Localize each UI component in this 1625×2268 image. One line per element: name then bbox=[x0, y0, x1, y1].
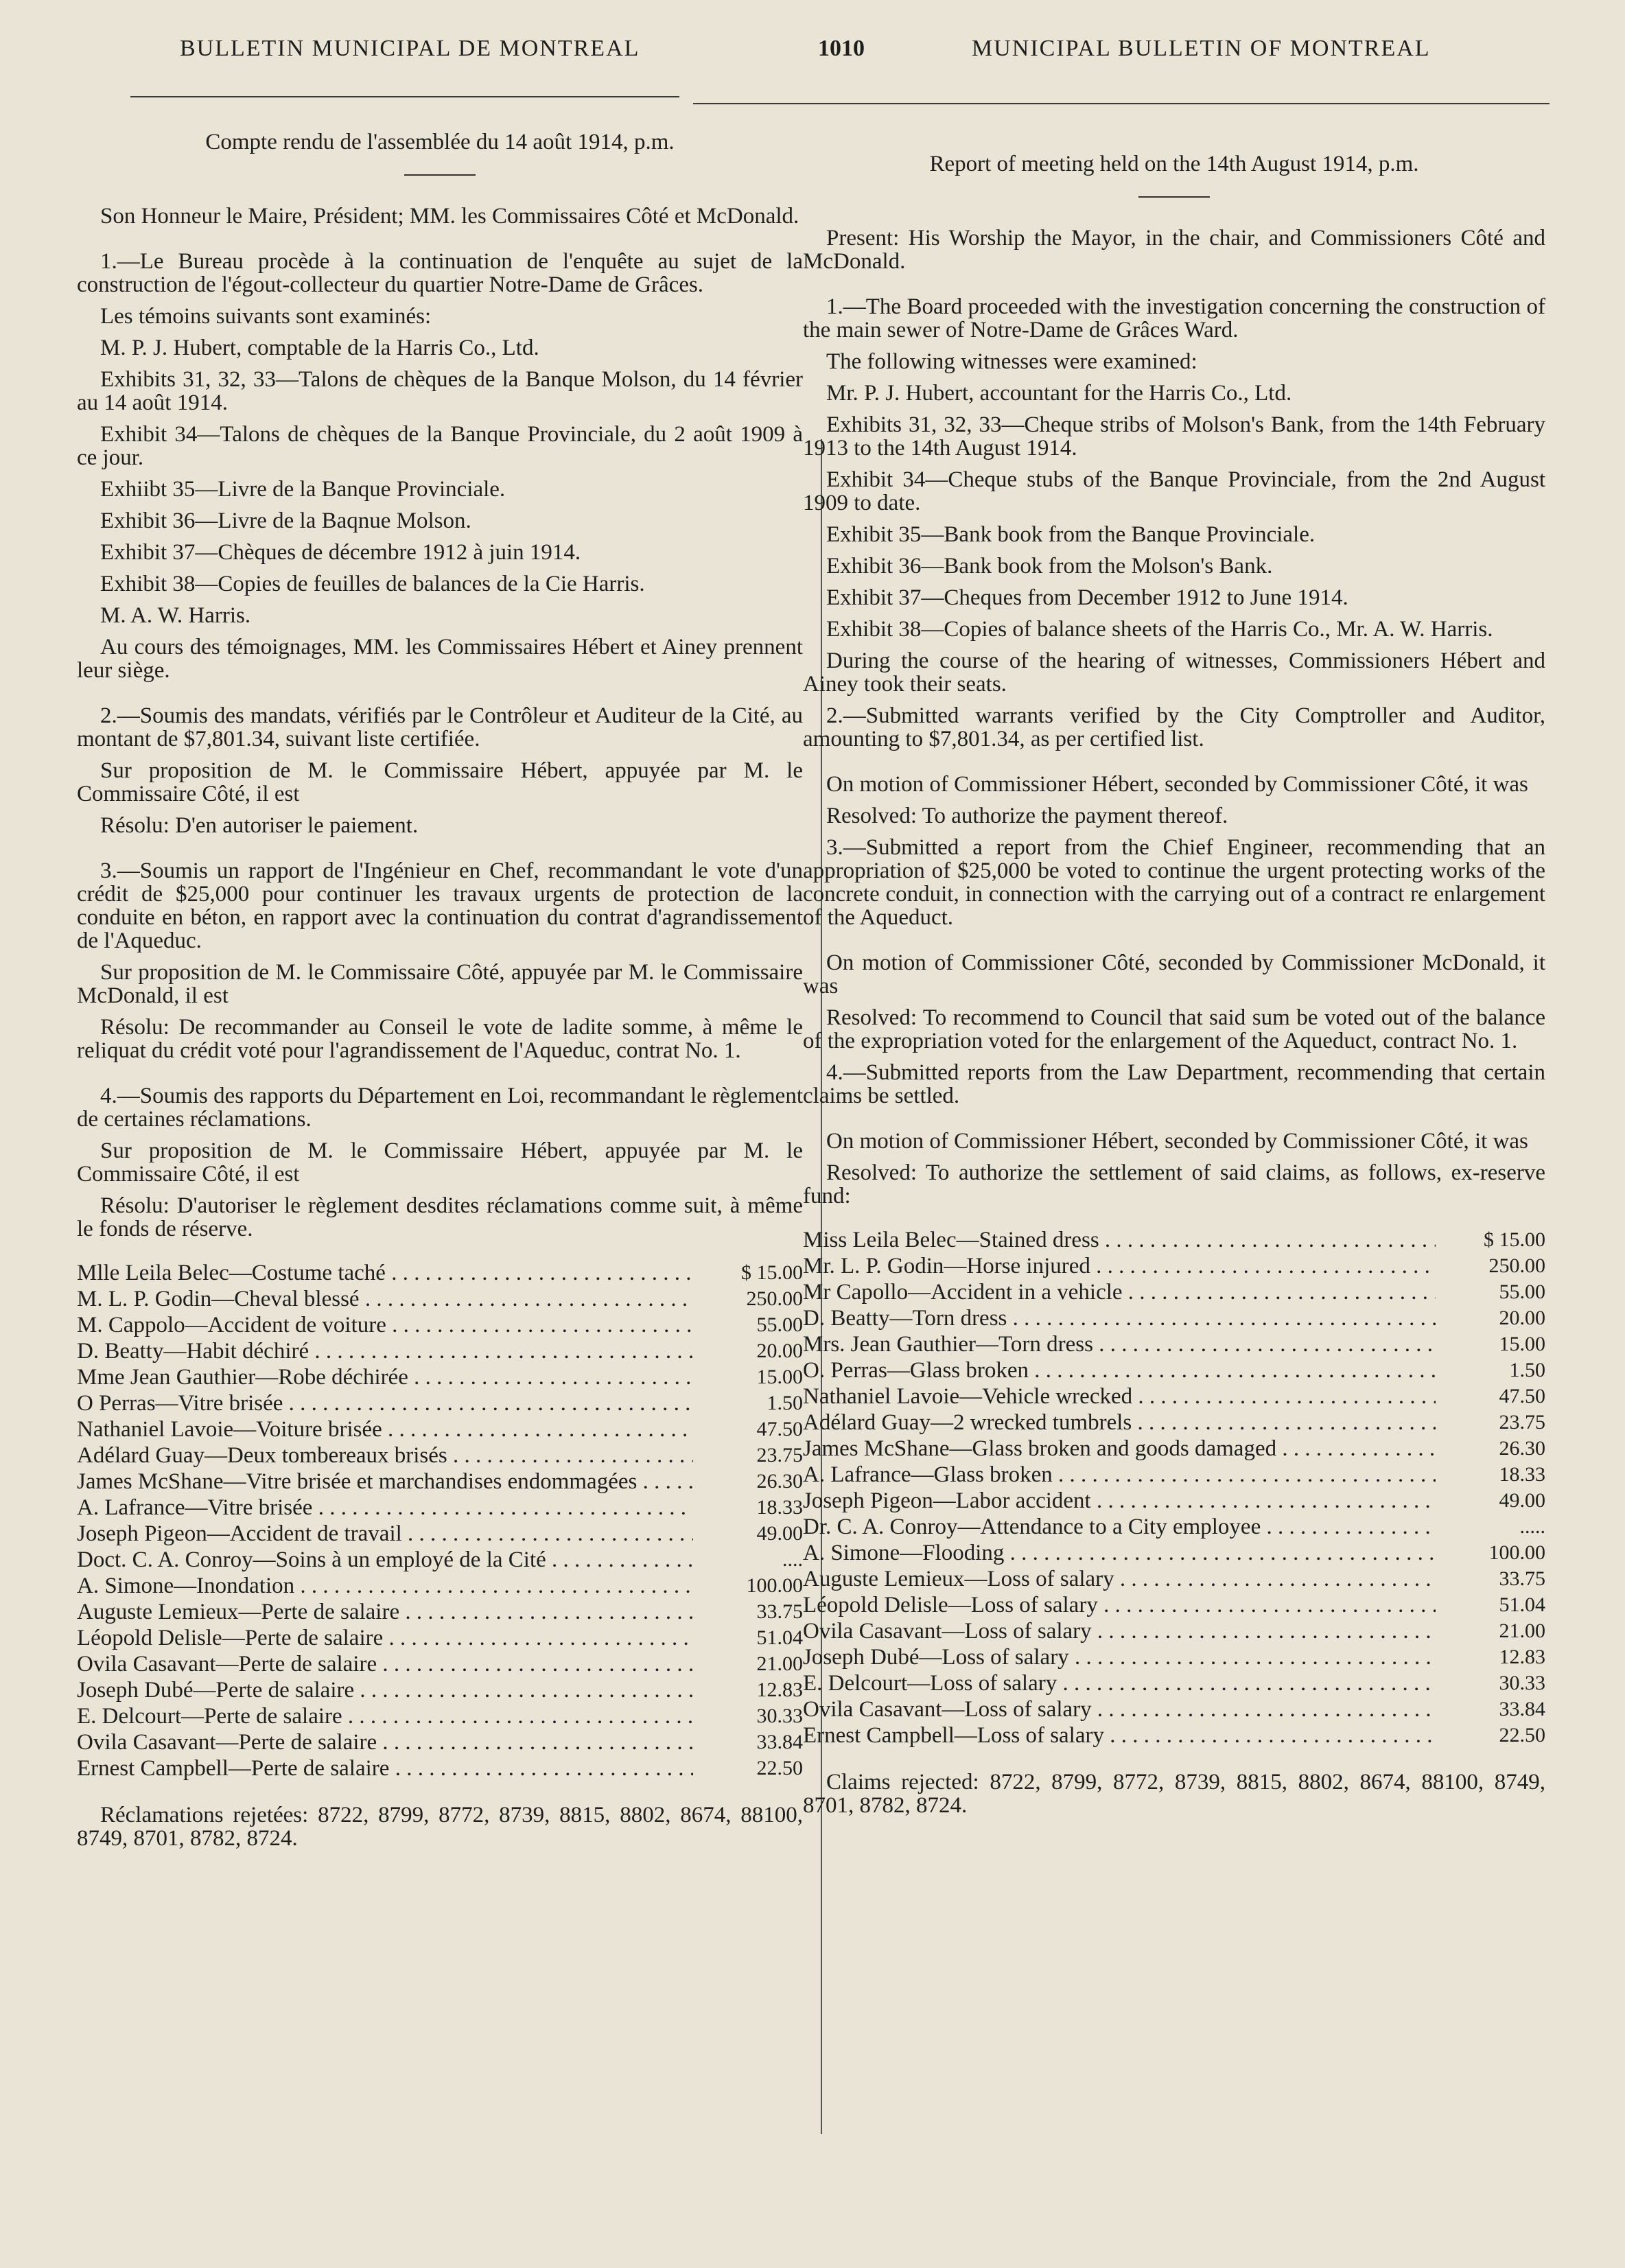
claim-row bbox=[77, 1731, 803, 1754]
paragraph: Exhibit 34—Cheque stubs of the Banque Provinciale, from the 2nd August 1909 to date. bbox=[803, 467, 1545, 515]
paragraph: Résolu: De recommander au Conseil le vote de ladite somme, à même le reliquat du crédit voté pour l'agrandissement de l'Aqueduc, contrat No. 1. bbox=[77, 1015, 803, 1063]
claim-name: Joseph Dubé—Loss of salary . . . bbox=[803, 1646, 1436, 1669]
claim-row bbox=[77, 1626, 803, 1650]
claim-name: A. Simone—Flooding . . . bbox=[803, 1541, 1436, 1565]
claim-name: Léopold Delisle—Loss of salary . . . bbox=[803, 1593, 1436, 1617]
paragraph: On motion of Commissioner Côté, seconded by Commissioner McDonald, it was bbox=[803, 950, 1545, 998]
claim-amount: 15.00 bbox=[756, 1366, 803, 1388]
claim-amount: 30.33 bbox=[756, 1705, 803, 1727]
claim-row bbox=[77, 1705, 803, 1728]
claim-name: Auguste Lemieux—Loss of salary . . . bbox=[803, 1567, 1436, 1591]
claim-row bbox=[77, 1470, 803, 1493]
header-english-title: MUNICIPAL BULLETIN OF MONTREAL bbox=[972, 36, 1431, 61]
claim-name: E. Delcourt—Loss of salary . . . bbox=[803, 1672, 1436, 1695]
header-french-title: BULLETIN MUNICIPAL DE MONTREAL bbox=[180, 36, 640, 61]
claim-amount: 12.83 bbox=[756, 1679, 803, 1701]
paragraph: The following witnesses were examined: bbox=[826, 349, 1197, 374]
claim-amount: 47.50 bbox=[1499, 1385, 1545, 1407]
claim-name: James McShane—Glass broken and goods damaged . . . bbox=[803, 1437, 1436, 1460]
claim-name: Ovila Casavant—Perte de salaire . . . bbox=[77, 1731, 693, 1754]
claim-name: James McShane—Vitre brisée et marchandises endommagées . . . bbox=[77, 1470, 693, 1493]
paragraph: Mr. P. J. Hubert, accountant for the Harris Co., Ltd. bbox=[826, 381, 1292, 406]
header-rule-right bbox=[693, 103, 1550, 104]
claim-amount: 23.75 bbox=[756, 1444, 803, 1466]
claims-list bbox=[803, 1228, 1545, 1747]
claim-name: M. L. P. Godin—Cheval blessé . . . bbox=[77, 1287, 693, 1311]
claim-row bbox=[803, 1281, 1545, 1304]
claim-name: A. Lafrance—Vitre brisée . . . bbox=[77, 1496, 693, 1519]
claim-name: Ernest Campbell—Perte de salaire . . . bbox=[77, 1757, 693, 1780]
claim-row bbox=[803, 1489, 1545, 1512]
paragraph: Resolved: To authorize the settlement of said claims, as follows, ex-reserve fund: bbox=[803, 1160, 1545, 1208]
paragraph: On motion of Commissioner Hébert, seconded by Commissioner Côté, it was bbox=[826, 1129, 1528, 1154]
claim-row bbox=[77, 1600, 803, 1624]
claim-name: Auguste Lemieux—Perte de salaire . . . bbox=[77, 1600, 693, 1624]
claim-row bbox=[803, 1385, 1545, 1408]
claim-amount: 55.00 bbox=[756, 1313, 803, 1336]
claim-amount: $ 15.00 bbox=[741, 1261, 803, 1284]
claim-amount: 55.00 bbox=[1499, 1281, 1545, 1303]
claim-row bbox=[77, 1496, 803, 1519]
claim-amount: 20.00 bbox=[1499, 1307, 1545, 1329]
claim-name: A. Simone—Inondation . . . bbox=[77, 1574, 693, 1598]
paragraph: Resolved: To authorize the payment thereof. bbox=[826, 804, 1228, 828]
paragraph: During the course of the hearing of witnesses, Commissioners Hébert and Ainey took their seats. bbox=[803, 648, 1545, 697]
claim-row bbox=[803, 1333, 1545, 1356]
claim-row bbox=[77, 1444, 803, 1467]
claim-name: Mr. L. P. Godin—Horse injured . . . bbox=[803, 1254, 1436, 1278]
claim-name: D. Beatty—Habit déchiré . . . bbox=[77, 1340, 693, 1363]
claim-row bbox=[77, 1757, 803, 1780]
paragraph: Résolu: D'en autoriser le paiement. bbox=[100, 813, 419, 838]
claim-amount: 21.00 bbox=[1499, 1620, 1545, 1642]
claim-amount: 18.33 bbox=[756, 1496, 803, 1519]
claim-name: Nathaniel Lavoie—Vehicle wrecked . . . bbox=[803, 1385, 1436, 1408]
paragraph: Sur proposition de M. le Commissaire Hébert, appuyée par M. le Commissaire Côté, il est bbox=[77, 1138, 803, 1186]
claim-amount: 49.00 bbox=[1499, 1489, 1545, 1512]
french-title: Compte rendu de l'assemblée du 14 août 1914, p.m. bbox=[205, 130, 675, 154]
claim-amount: 30.33 bbox=[1499, 1672, 1545, 1694]
paragraph: Exhibit 38—Copies de feuilles de balances de la Cie Harris. bbox=[100, 572, 645, 596]
claim-row bbox=[803, 1307, 1545, 1330]
claim-row bbox=[77, 1679, 803, 1702]
claim-row bbox=[803, 1228, 1545, 1252]
paragraph: Exhibits 31, 32, 33—Talons de chèques de la Banque Molson, du 14 février au 14 août 1914. bbox=[77, 367, 803, 415]
claim-amount: 100.00 bbox=[1488, 1541, 1545, 1564]
claim-amount: 250.00 bbox=[1488, 1254, 1545, 1277]
claim-name: Léopold Delisle—Perte de salaire . . . bbox=[77, 1626, 693, 1650]
claim-amount: 51.04 bbox=[1499, 1593, 1545, 1616]
claim-amount: 33.75 bbox=[756, 1600, 803, 1623]
title-separator bbox=[1138, 196, 1210, 198]
claim-name: Ovila Casavant—Perte de salaire . . . bbox=[77, 1652, 693, 1676]
rejected-claims: Claims rejected: 8722, 8799, 8772, 8739, 8815, 8802, 8674, 88100, 8749, 8701, 8782, 8724. bbox=[803, 1770, 1545, 1818]
paragraph: Exhibit 37—Cheques from December 1912 to June 1914. bbox=[826, 585, 1348, 610]
claim-name: D. Beatty—Torn dress . . . bbox=[803, 1307, 1436, 1330]
english-column bbox=[803, 152, 1545, 1825]
paragraph: Au cours des témoignages, MM. les Commissaires Hébert et Ainey prennent leur siège. bbox=[77, 635, 803, 683]
paragraph: Sur proposition de M. le Commissaire Hébert, appuyée par M. le Commissaire Côté, il est bbox=[77, 758, 803, 806]
claim-amount: 1.50 bbox=[1509, 1359, 1545, 1381]
claim-name: Ovila Casavant—Loss of salary . . . bbox=[803, 1620, 1436, 1643]
claim-row bbox=[803, 1593, 1545, 1617]
paragraph: Exhibit 36—Bank book from the Molson's Bank. bbox=[826, 554, 1273, 578]
claim-name: Mr Capollo—Accident in a vehicle . . . bbox=[803, 1281, 1436, 1304]
paragraph: 1.—Le Bureau procède à la continuation de l'enquête au sujet de la construction de l'égout-collecteur du quartier Notre-Dame de Grâces. bbox=[77, 249, 803, 297]
claim-row bbox=[77, 1392, 803, 1415]
claim-row bbox=[803, 1672, 1545, 1695]
page-number: 1010 bbox=[818, 36, 865, 61]
claim-name: Joseph Pigeon—Labor accident . . . bbox=[803, 1489, 1436, 1512]
claim-amount: 51.04 bbox=[756, 1626, 803, 1649]
claim-name: Mlle Leila Belec—Costume taché . . . bbox=[77, 1261, 693, 1285]
claim-amount: 23.75 bbox=[1499, 1411, 1545, 1434]
claim-row bbox=[77, 1522, 803, 1545]
claim-row bbox=[77, 1261, 803, 1285]
claims-list bbox=[77, 1261, 803, 1780]
claim-name: A. Lafrance—Glass broken . . . bbox=[803, 1463, 1436, 1486]
claim-name: Nathaniel Lavoie—Voiture brisée . . . bbox=[77, 1418, 693, 1441]
claim-amount: 15.00 bbox=[1499, 1333, 1545, 1355]
paragraph: 4.—Submitted reports from the Law Department, recommending that certain claims be settled. bbox=[803, 1060, 1545, 1108]
claim-row bbox=[803, 1620, 1545, 1643]
claim-name: Dr. C. A. Conroy—Attendance to a City employee . . . bbox=[803, 1515, 1436, 1539]
claim-row bbox=[803, 1698, 1545, 1721]
paragraph: Son Honneur le Maire, Président; MM. les Commissaires Côté et McDonald. bbox=[100, 204, 799, 229]
paragraph: Exhibit 35—Bank book from the Banque Provinciale. bbox=[826, 522, 1316, 547]
paragraph: 2.—Soumis des mandats, vérifiés par le Contrôleur et Auditeur de la Cité, au montant de $7,801.34, suivant liste certifiée. bbox=[77, 703, 803, 751]
claim-name: Joseph Dubé—Perte de salaire . . . bbox=[77, 1679, 693, 1702]
paragraph: Résolu: D'autoriser le règlement desdites réclamations comme suit, à même le fonds de réserve. bbox=[77, 1193, 803, 1241]
claim-name: E. Delcourt—Perte de salaire . . . bbox=[77, 1705, 693, 1728]
paragraph: Les témoins suivants sont examinés: bbox=[100, 304, 432, 329]
paragraph: 2.—Submitted warrants verified by the City Comptroller and Auditor, amounting to $7,801.34, as per certified list. bbox=[803, 703, 1545, 751]
title-separator bbox=[404, 174, 476, 176]
claim-row bbox=[803, 1567, 1545, 1591]
english-title: Report of meeting held on the 14th August 1914, p.m. bbox=[929, 152, 1419, 176]
paragraph: Present: His Worship the Mayor, in the chair, and Commissioners Côté and McDonald. bbox=[803, 226, 1545, 274]
paragraph: M. P. J. Hubert, comptable de la Harris Co., Ltd. bbox=[100, 336, 539, 360]
claim-name: M. Cappolo—Accident de voiture . . . bbox=[77, 1313, 693, 1337]
claim-amount: ..... bbox=[1519, 1515, 1545, 1538]
claim-amount: 26.30 bbox=[756, 1470, 803, 1493]
claim-amount: 26.30 bbox=[1499, 1437, 1545, 1460]
claim-amount: .... bbox=[782, 1548, 803, 1571]
claim-amount: 22.50 bbox=[756, 1757, 803, 1779]
paragraph: Exhiibt 35—Livre de la Banque Provinciale. bbox=[100, 477, 506, 502]
claim-amount: 33.84 bbox=[756, 1731, 803, 1753]
claim-name: Miss Leila Belec—Stained dress . . . bbox=[803, 1228, 1436, 1252]
claim-name: O. Perras—Glass broken . . . bbox=[803, 1359, 1436, 1382]
paragraph: M. A. W. Harris. bbox=[100, 603, 251, 628]
claim-row bbox=[77, 1652, 803, 1676]
claim-amount: 22.50 bbox=[1499, 1724, 1545, 1746]
paragraph: Resolved: To recommend to Council that said sum be voted out of the balance of the expropriation voted for the enlargement of the Aqueduct, contract No. 1. bbox=[803, 1005, 1545, 1053]
claim-name: Joseph Pigeon—Accident de travail . . . bbox=[77, 1522, 693, 1545]
claim-row bbox=[803, 1254, 1545, 1278]
claim-row bbox=[803, 1437, 1545, 1460]
claim-row bbox=[803, 1541, 1545, 1565]
claim-amount: 18.33 bbox=[1499, 1463, 1545, 1486]
claim-name: O Perras—Vitre brisée . . . bbox=[77, 1392, 693, 1415]
paragraph: 3.—Submitted a report from the Chief Engineer, recommending that an appropriation of $25,000 be voted to continue the urgent protecting works of the concrete conduit, in connection with the carrying out of a contract re enlargement of the Aqueduct. bbox=[803, 835, 1545, 930]
claim-name: Adélard Guay—2 wrecked tumbrels . . . bbox=[803, 1411, 1436, 1434]
paragraph: Exhibits 31, 32, 33—Cheque stribs of Molson's Bank, from the 14th February 1913 to the 14th August 1914. bbox=[803, 412, 1545, 460]
claim-row bbox=[803, 1724, 1545, 1747]
claim-name: Mrs. Jean Gauthier—Torn dress . . . bbox=[803, 1333, 1436, 1356]
claim-amount: 20.00 bbox=[756, 1340, 803, 1362]
claim-amount: 12.83 bbox=[1499, 1646, 1545, 1668]
french-column bbox=[77, 130, 803, 1858]
claim-row bbox=[77, 1313, 803, 1337]
claim-row bbox=[803, 1359, 1545, 1382]
claim-row bbox=[77, 1574, 803, 1598]
paragraph: 4.—Soumis des rapports du Département en Loi, recommandant le règlement de certaines réclamations. bbox=[77, 1084, 803, 1132]
header-rule-left bbox=[130, 96, 679, 97]
paragraph: Exhibit 37—Chèques de décembre 1912 à juin 1914. bbox=[100, 540, 581, 565]
claim-row bbox=[803, 1515, 1545, 1539]
claim-name: Doct. C. A. Conroy—Soins à un employé de la Cité . . . bbox=[77, 1548, 693, 1571]
paragraph: Exhibit 38—Copies of balance sheets of the Harris Co., Mr. A. W. Harris. bbox=[826, 617, 1493, 642]
claim-amount: 33.84 bbox=[1499, 1698, 1545, 1720]
claim-row bbox=[803, 1463, 1545, 1486]
claim-row bbox=[803, 1411, 1545, 1434]
claim-amount: 33.75 bbox=[1499, 1567, 1545, 1590]
claim-row bbox=[803, 1646, 1545, 1669]
claim-row bbox=[77, 1340, 803, 1363]
paragraph: Sur proposition de M. le Commissaire Côté, appuyée par M. le Commissaire McDonald, il est bbox=[77, 960, 803, 1008]
rejected-claims: Réclamations rejetées: 8722, 8799, 8772, 8739, 8815, 8802, 8674, 88100, 8749, 8701, 8782, 8724. bbox=[77, 1803, 803, 1851]
claim-amount: 47.50 bbox=[756, 1418, 803, 1440]
claim-name: Ernest Campbell—Loss of salary . . . bbox=[803, 1724, 1436, 1747]
claim-amount: 250.00 bbox=[746, 1287, 803, 1310]
claim-row bbox=[77, 1287, 803, 1311]
paragraph: Exhibit 36—Livre de la Baqnue Molson. bbox=[100, 508, 471, 533]
paragraph: 3.—Soumis un rapport de l'Ingénieur en Chef, recommandant le vote d'un crédit de $25,000 pour continuer les travaux urgents de protection de la conduite en béton, en rapport avec la continuation du contrat d'agrandissement de l'Aqueduc. bbox=[77, 858, 803, 953]
claim-name: Ovila Casavant—Loss of salary . . . bbox=[803, 1698, 1436, 1721]
claim-name: Adélard Guay—Deux tombereaux brisés . . . bbox=[77, 1444, 693, 1467]
paragraph: On motion of Commissioner Hébert, seconded by Commissioner Côté, it was bbox=[826, 772, 1528, 797]
paragraph: Exhibit 34—Talons de chèques de la Banque Provinciale, du 2 août 1909 à ce jour. bbox=[77, 422, 803, 470]
claim-row bbox=[77, 1418, 803, 1441]
claim-name: Mme Jean Gauthier—Robe déchirée . . . bbox=[77, 1366, 693, 1389]
claim-amount: 100.00 bbox=[746, 1574, 803, 1597]
claim-amount: $ 15.00 bbox=[1484, 1228, 1545, 1251]
claim-amount: 1.50 bbox=[767, 1392, 803, 1414]
claim-amount: 21.00 bbox=[756, 1652, 803, 1675]
claim-amount: 49.00 bbox=[756, 1522, 803, 1545]
claim-row bbox=[77, 1366, 803, 1389]
claim-row bbox=[77, 1548, 803, 1571]
paragraph: 1.—The Board proceeded with the investigation concerning the construction of the main sewer of Notre-Dame de Grâces Ward. bbox=[803, 294, 1545, 342]
